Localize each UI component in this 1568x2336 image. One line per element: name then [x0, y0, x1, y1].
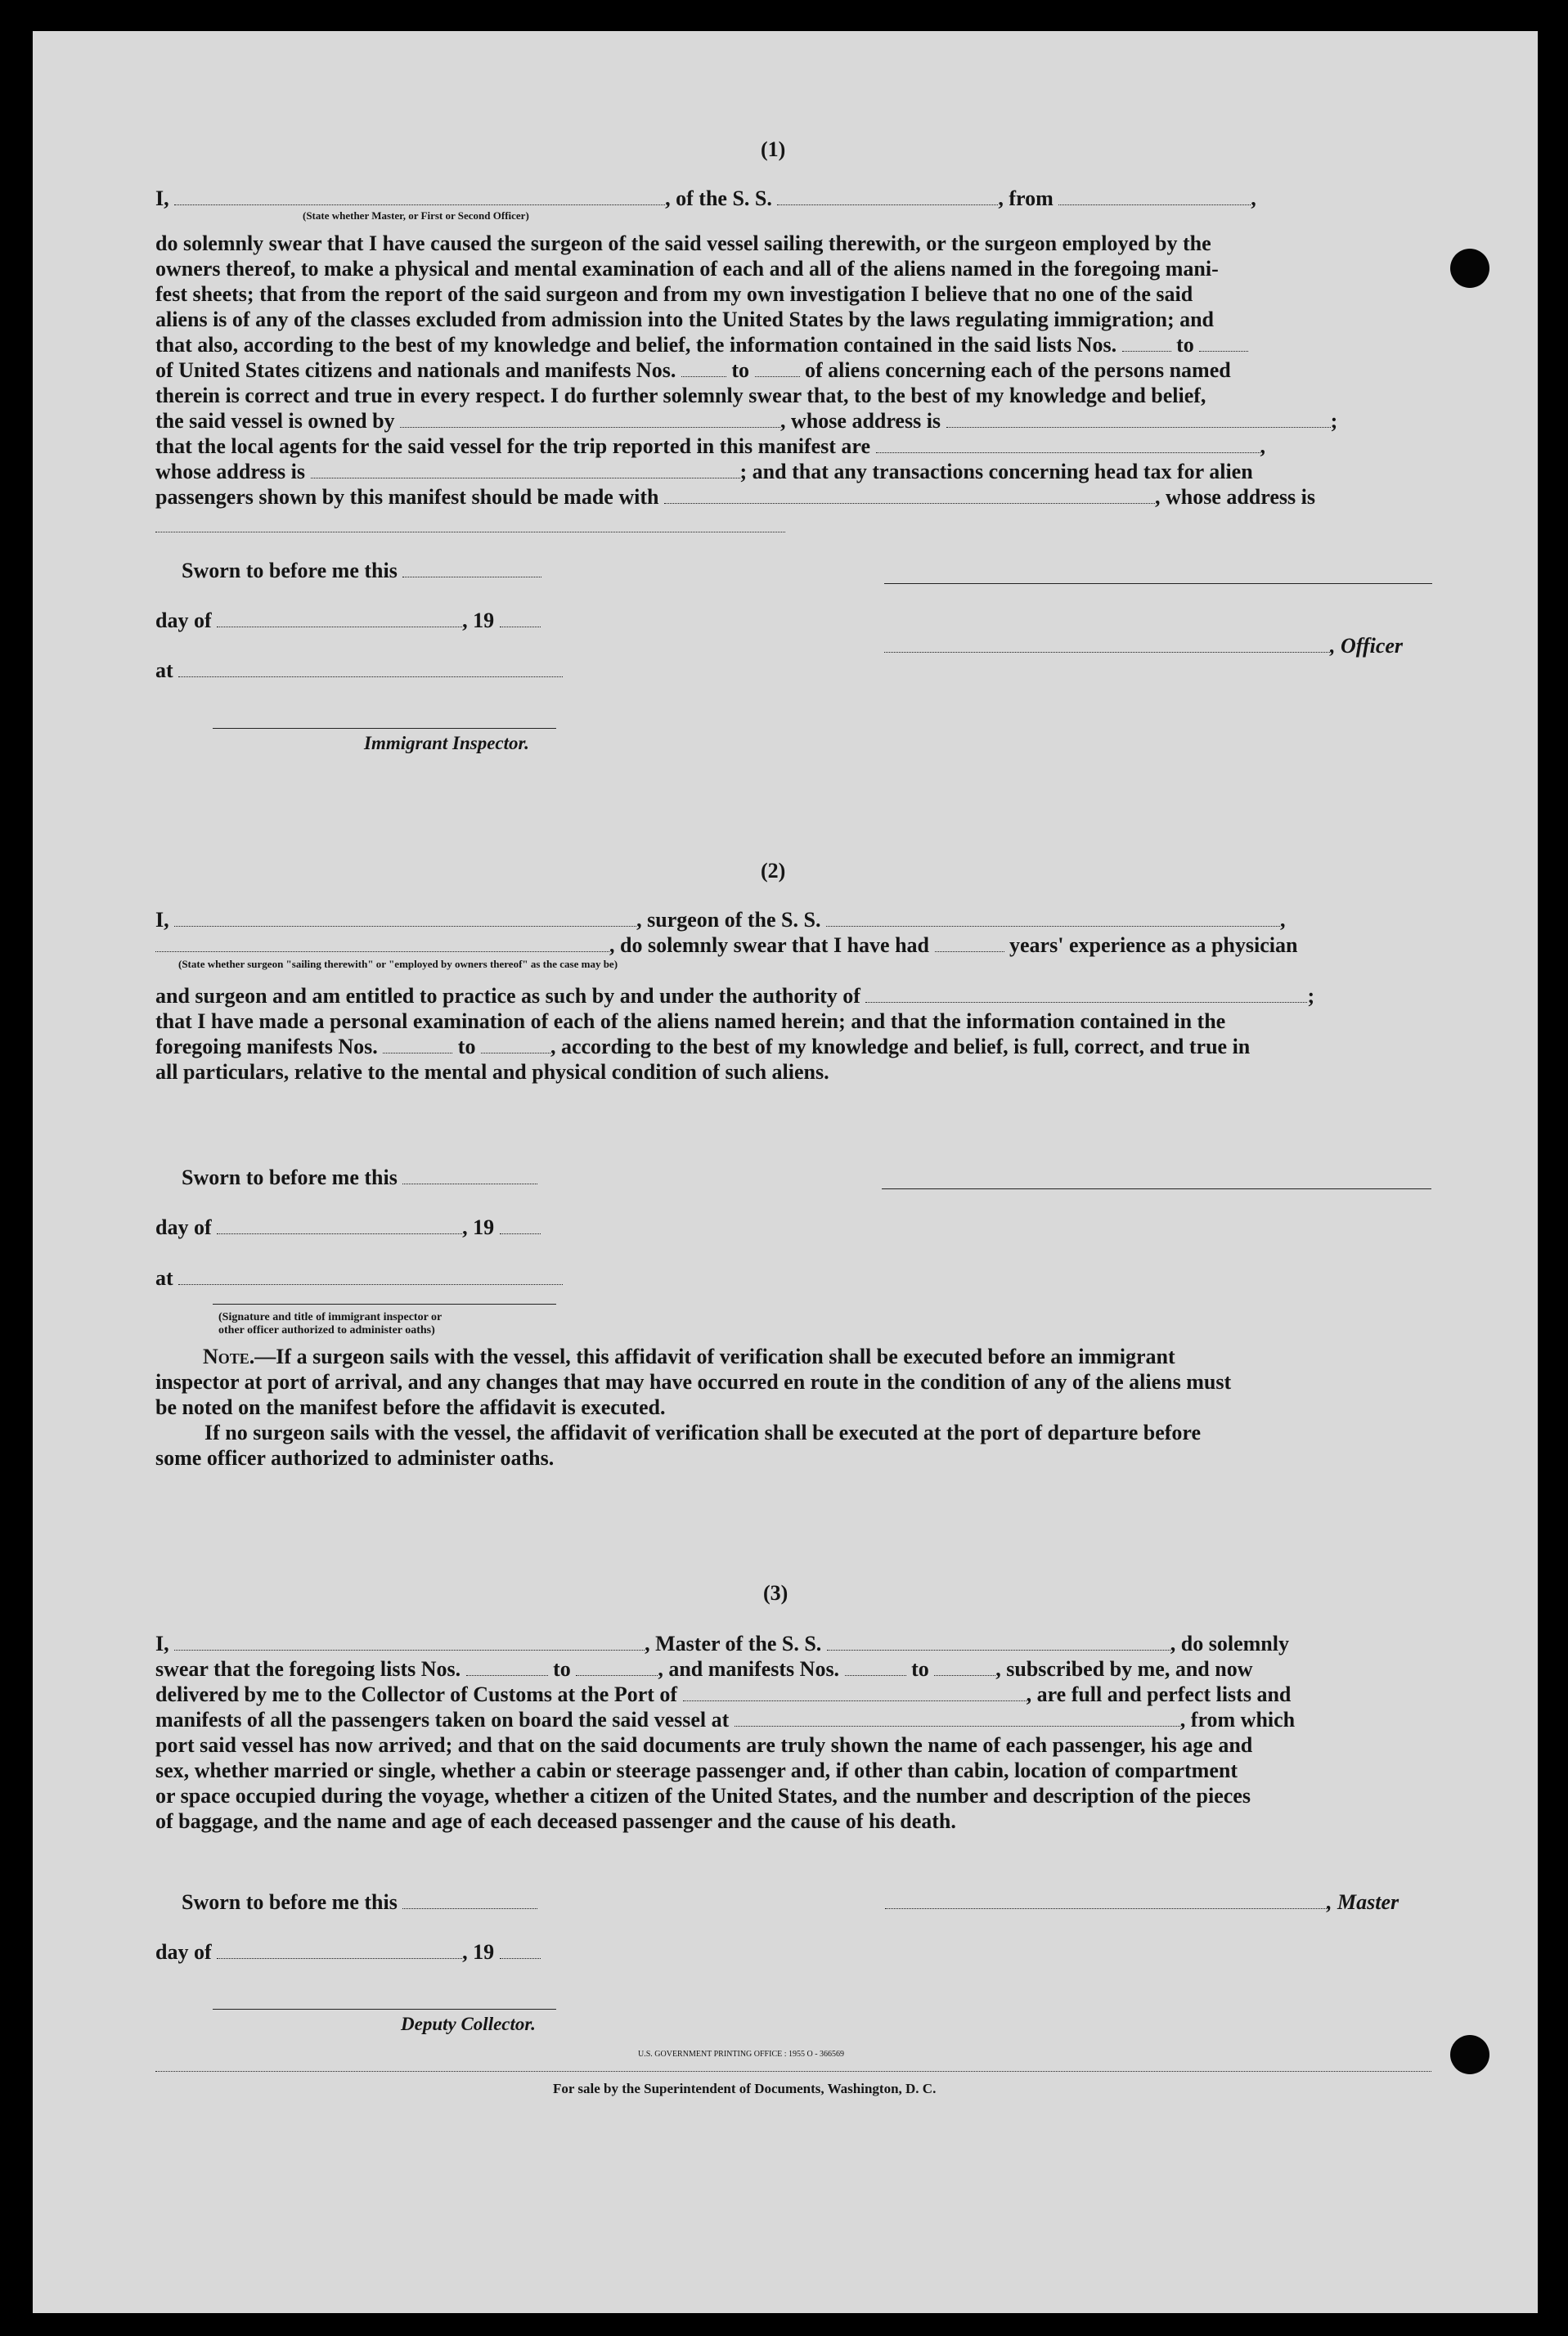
s2-note-line-1: Note.—If a surgeon sails with the vessel, this affidavit of verification shall be executed before an immigrant: [203, 1345, 1175, 1368]
s3-year-field[interactable]: [500, 1940, 541, 1959]
s2-line-4: that I have made a personal examination of each of the aliens named herein; and that the information contained in the: [155, 1009, 1226, 1033]
s2-sworn: Sworn to before me this: [182, 1166, 672, 1190]
s3-master-label-line: , Master: [885, 1890, 1441, 1915]
s1-inspector-label: Immigrant Inspector.: [364, 733, 529, 753]
punch-hole-top: [1450, 249, 1489, 288]
s2-note-line-4: If no surgeon sails with the vessel, the affidavit of verification shall be executed at the port of departure before: [204, 1421, 1202, 1444]
s1-line-1: I, , of the S. S. , from ,: [155, 186, 1256, 210]
lists-from-field[interactable]: [1122, 333, 1171, 352]
s2-note-line-5: some officer authorized to administer oaths.: [155, 1446, 555, 1470]
section-1-number: (1): [761, 137, 786, 161]
s1-officer-caption: (State whether Master, or First or Second Officer): [303, 209, 529, 222]
s1-officer-signature-line[interactable]: [884, 583, 1432, 584]
surgeon-name-field[interactable]: [174, 908, 636, 927]
customs-port-field[interactable]: [683, 1682, 1027, 1701]
s1-sworn-day-field[interactable]: [402, 559, 541, 577]
s2-dayof: day of , 19: [155, 1215, 646, 1240]
s3-manifests-to-field[interactable]: [934, 1657, 995, 1676]
s1-at: at: [155, 658, 646, 683]
s3-deputy-signature-line[interactable]: [213, 2009, 556, 2010]
s3-line-1: I, , Master of the S. S. , do solemnly: [155, 1632, 1289, 1655]
s2-line-5: foregoing manifests Nos. to , according to the best of my knowledge and belief, is full, correct, and true in: [155, 1035, 1251, 1058]
s2-note-line-3: be noted on the manifest before the affidavit is executed.: [155, 1395, 666, 1419]
s2-sworn-day-field[interactable]: [402, 1166, 537, 1184]
punch-hole-bottom: [1450, 2035, 1489, 2074]
s2-line-6: all particulars, relative to the mental and physical condition of such aliens.: [155, 1060, 829, 1084]
lists-to-field[interactable]: [1199, 333, 1248, 352]
s2-note-line-2: inspector at port of arrival, and any changes that may have occurred en route in the condition of any of the aliens must: [155, 1370, 1232, 1394]
section-2-number: (2): [761, 859, 786, 883]
s3-dayof: day of , 19: [155, 1940, 646, 1965]
owner-address-field[interactable]: [946, 409, 1331, 428]
years-experience-field[interactable]: [935, 933, 1004, 952]
s2-at: at: [155, 1266, 646, 1291]
s2-surgeon-signature-line[interactable]: [882, 1188, 1431, 1189]
s2-line-3: and surgeon and am entitled to practice as such by and under the authority of ;: [155, 984, 1315, 1008]
s2-inspector-caption-2: other officer authorized to administer oaths): [218, 1324, 435, 1336]
gpo-imprint: U.S. GOVERNMENT PRINTING OFFICE : 1955 O - 366569: [638, 2050, 845, 2059]
manifests-to-field[interactable]: [755, 358, 800, 377]
sale-notice: For sale by the Superintendent of Documents, Washington, D. C.: [553, 2081, 937, 2096]
s3-lists-from-field[interactable]: [466, 1657, 548, 1676]
s1-line-8: therein is correct and true in every respect. I do further solemnly swear that, to the best of my knowledge and belief,: [155, 384, 1206, 407]
s1-line-6: that also, according to the best of my knowledge and belief, the information contained in the said lists Nos. to: [155, 333, 1431, 357]
s3-line-3: delivered by me to the Collector of Customs at the Port of , are full and perfect lists and: [155, 1682, 1292, 1706]
s2-year-field[interactable]: [500, 1215, 541, 1234]
s3-line-4: manifests of all the passengers taken on board the said vessel at , from which: [155, 1708, 1296, 1732]
local-agents-field[interactable]: [876, 434, 1260, 453]
agents-address-field[interactable]: [311, 460, 740, 478]
s1-line-7: of United States citizens and nationals and manifests Nos. to of aliens concerning each of the persons named: [155, 358, 1231, 382]
s2-surgeon-caption: (State whether surgeon "sailing therewith" or "employed by owners thereof" as the case may be): [178, 958, 618, 970]
s1-year-field[interactable]: [500, 609, 541, 627]
manifests-from-field[interactable]: [681, 358, 726, 377]
s1-at-field[interactable]: [178, 658, 563, 677]
s3-deputy-label: Deputy Collector.: [401, 2014, 536, 2034]
s3-para-line-3: or space occupied during the voyage, whether a citizen of the United States, and the number and description of the pieces: [155, 1784, 1251, 1808]
s2-at-field[interactable]: [178, 1266, 563, 1285]
s3-sworn: Sworn to before me this: [182, 1890, 672, 1915]
vessel-name-field[interactable]: [777, 186, 998, 205]
s3-manifests-from-field[interactable]: [845, 1657, 906, 1676]
s1-inspector-signature-line[interactable]: [213, 728, 556, 729]
s1-line-11: whose address is ; and that any transactions concerning head tax for alien: [155, 460, 1253, 483]
s1-line-9: the said vessel is owned by , whose address is ;: [155, 409, 1338, 433]
section-3-number: (3): [763, 1581, 788, 1605]
s2-inspector-signature-line[interactable]: [213, 1304, 556, 1305]
practice-authority-field[interactable]: [865, 984, 1307, 1003]
s3-para-line-1: port said vessel has now arrived; and that on the said documents are truly shown the name of each passenger, his age and: [155, 1733, 1253, 1757]
s3-master-signature-field[interactable]: [885, 1890, 1327, 1909]
s3-para-line-4: of baggage, and the name and age of each deceased passenger and the cause of his death.: [155, 1809, 956, 1833]
master-name-field[interactable]: [174, 1632, 645, 1651]
s3-month-field[interactable]: [217, 1940, 462, 1959]
s3-para-line-2: sex, whether married or single, whether a cabin or steerage passenger and, if other than cabin, location of compartment: [155, 1759, 1238, 1782]
s3-sworn-day-field[interactable]: [402, 1890, 537, 1909]
s1-dayof: day of , 19: [155, 609, 646, 633]
head-tax-contact-field[interactable]: [664, 485, 1155, 504]
s1-month-field[interactable]: [217, 609, 462, 627]
boarding-port-field[interactable]: [735, 1708, 1180, 1727]
surgeon-status-field[interactable]: [155, 933, 609, 952]
s1-line-10: that the local agents for the said vessel for the trip reported in this manifest are ,: [155, 434, 1266, 458]
s3-line-2: swear that the foregoing lists Nos. to , and manifests Nos. to , subscribed by me, and now: [155, 1657, 1253, 1681]
s2-vessel-field[interactable]: [826, 908, 1280, 927]
s1-para-line-2: owners thereof, to make a physical and mental examination of each and all of the aliens named in the foregoing mani-: [155, 257, 1219, 281]
s2-manifests-to-field[interactable]: [481, 1035, 550, 1053]
officer-title-field[interactable]: [174, 186, 665, 205]
form-page: [33, 31, 1538, 2313]
s3-lists-to-field[interactable]: [576, 1657, 658, 1676]
footer-rule: [155, 2071, 1431, 2072]
s2-manifests-from-field[interactable]: [383, 1035, 452, 1053]
s2-line-1: I, , surgeon of the S. S. ,: [155, 908, 1286, 932]
port-from-field[interactable]: [1058, 186, 1251, 205]
owner-field[interactable]: [400, 409, 780, 428]
s1-line-12: passengers shown by this manifest should be made with , whose address is: [155, 485, 1315, 509]
s1-para-line-4: aliens is of any of the classes excluded from admission into the United States by the laws regulating immigration; and: [155, 308, 1215, 331]
s1-para-line-1: do solemnly swear that I have caused the surgeon of the said vessel sailing therewith, or the surgeon employed by the: [155, 231, 1211, 255]
s1-sworn: Sworn to before me this: [182, 559, 672, 583]
s2-inspector-caption-1: (Signature and title of immigrant inspector or: [218, 1311, 443, 1323]
s2-month-field[interactable]: [217, 1215, 462, 1234]
s1-officer-label-line: , Officer: [884, 634, 1440, 658]
s3-vessel-field[interactable]: [827, 1632, 1170, 1651]
s1-para-line-3: fest sheets; that from the report of the said surgeon and from my own investigation I believe that no one of the said: [155, 282, 1193, 306]
s1-officer-name-field[interactable]: [884, 634, 1330, 653]
s2-line-2: , do solemnly swear that I have had years' experience as a physician: [155, 933, 1431, 958]
